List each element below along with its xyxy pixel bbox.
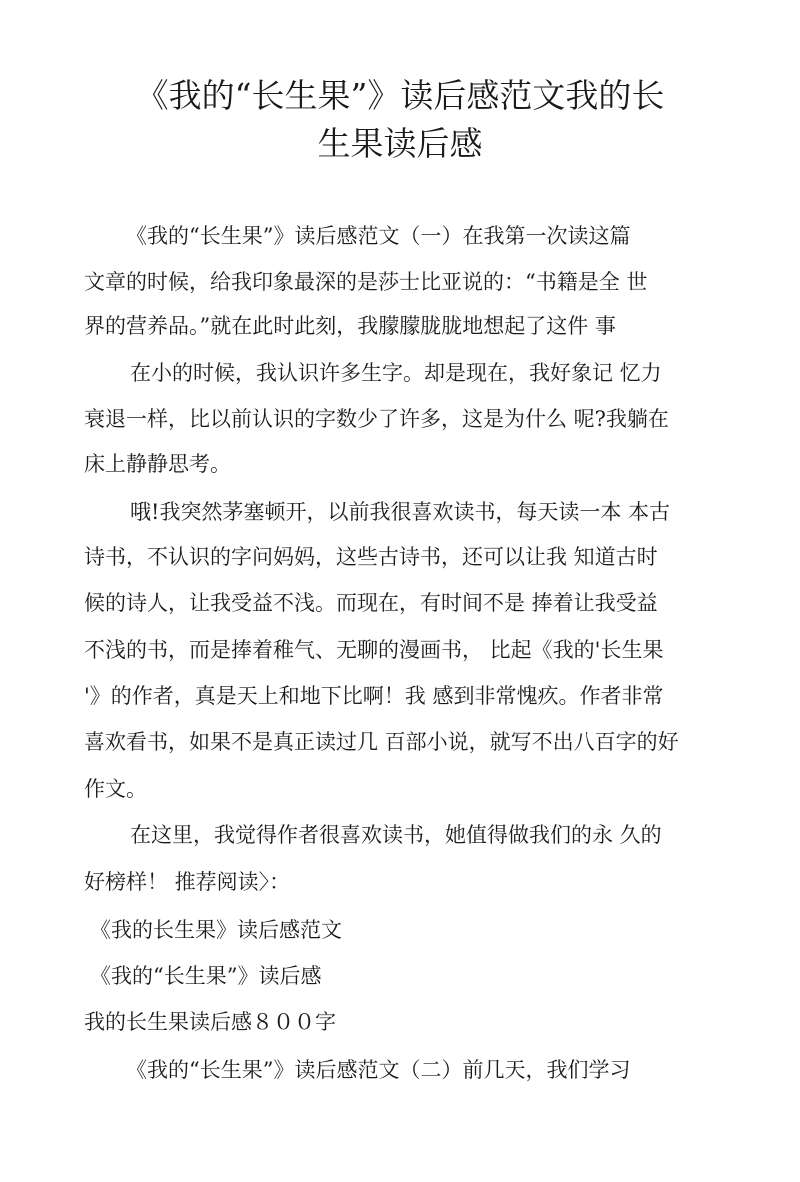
paragraph-line: 床上静静思考。 <box>84 452 231 476</box>
paragraph-line: 好榜样！ 推荐阅读〉： <box>84 870 291 894</box>
paragraph-line: 《我的“长生果”》读后感范文（一）在我第一次读这篇 <box>126 224 631 248</box>
recommended-link-line: 《我的长生果》读后感范文 <box>90 918 342 942</box>
paragraph-line: 在这里，我觉得作者很喜欢读书，她值得做我们的永 久的 <box>130 823 662 847</box>
recommended-link-line: 《我的“长生果”》读后感 <box>90 964 322 988</box>
paragraph-line: 作文。 <box>84 777 147 801</box>
document-title-line-1: 《我的“长生果”》读后感范文我的长 <box>135 76 665 115</box>
paragraph-line: 不浅的书，而是捧着稚气、无聊的漫画书， 比起《我的'长生果 <box>84 638 664 662</box>
paragraph-line: 文章的时候，给我印象最深的是莎士比亚说的：“书籍是全 世 <box>84 270 648 294</box>
paragraph-line: 喜欢看书，如果不是真正读过几 百部小说，就写不出八百字的好 <box>84 730 679 754</box>
paragraph-line: '》的作者，真是天上和地下比啊！我 感到非常愧疚。作者非常 <box>84 684 664 708</box>
paragraph-line: 哦!我突然茅塞顿开，以前我很喜欢读书，每天读一本 本古 <box>130 500 671 524</box>
recommended-link-line: 我的长生果读后感８００字 <box>84 1010 336 1034</box>
document-title-line-2: 生果读后感 <box>317 124 483 163</box>
paragraph-line: 《我的“长生果”》读后感范文（二）前几天，我们学习 <box>126 1058 631 1082</box>
paragraph-line: 衰退一样，比以前认识的字数少了许多，这是为什么 呢?我躺在 <box>84 407 669 431</box>
paragraph-line: 候的诗人，让我受益不浅。而现在，有时间不是 捧着让我受益 <box>84 591 658 615</box>
paragraph-line: 界的营养品。”就在此时此刻，我朦朦胧胧地想起了这件 事 <box>84 314 616 338</box>
paragraph-line: 诗书，不认识的字问妈妈，这些古诗书，还可以让我 知道古时 <box>84 545 658 569</box>
paragraph-line: 在小的时候，我认识许多生字。却是现在，我好象记 忆力 <box>130 361 662 385</box>
